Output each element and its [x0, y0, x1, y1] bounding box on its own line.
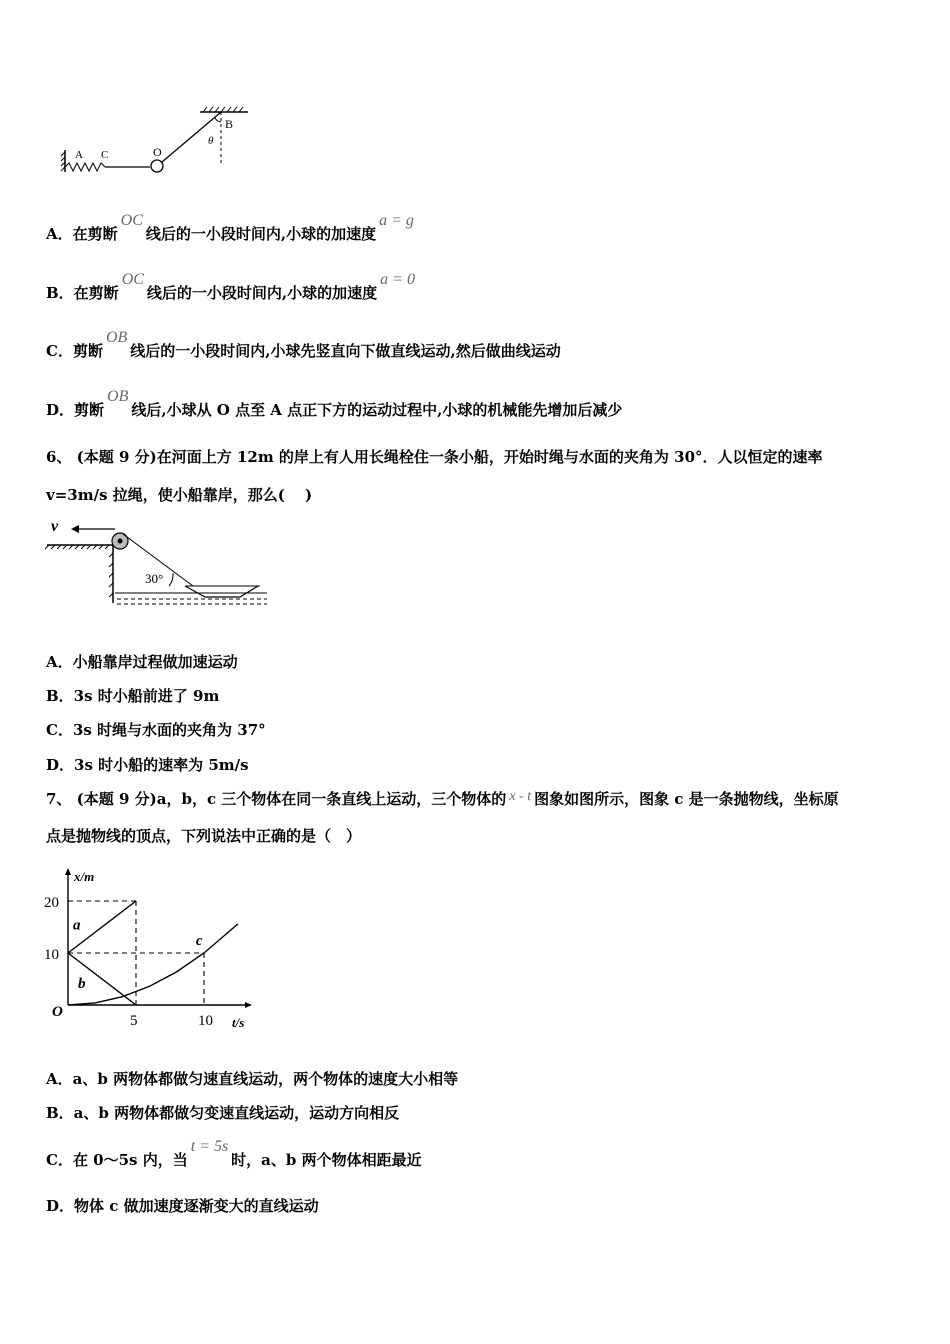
q7-stem-line1: 7、 (本题 9 分)a，b，c 三个物体在同一条直线上运动，三个物体的 x - t 图象如图所示，图象 c 是一条抛物线，坐标原 — [46, 789, 839, 808]
eq-a-0: a = 0 — [380, 271, 415, 288]
label-theta: θ — [208, 135, 214, 147]
label-B: B — [225, 117, 234, 131]
q6-option-a: A．小船靠岸过程做加速运动 — [46, 653, 238, 671]
figure-spring-ball — [55, 100, 255, 185]
origin-label: O — [52, 1004, 63, 1020]
xt-chart — [40, 860, 265, 1035]
var-oc: OC — [121, 271, 144, 288]
eq-t-5s: t = 5s — [190, 1138, 229, 1155]
label-C: C — [101, 149, 109, 161]
q6-option-b: B．3s 时小船前进了 9m — [46, 687, 220, 705]
x-axis-label: t/s — [232, 1015, 245, 1030]
q7-stem-line2: 点是抛物线的顶点，下列说法中正确的是（ ） — [46, 827, 362, 845]
x-axis-arrow — [245, 1002, 252, 1008]
var-xt: x - t — [509, 789, 532, 804]
series-c-curve — [68, 924, 238, 1005]
y-tick-label: 20 — [44, 895, 59, 911]
q6-option-c: C．3s 时绳与水面的夹角为 37° — [46, 721, 266, 739]
q5-option-d: D．剪断OB线后,小球从 O 点至 A 点正下方的运动过程中,小球的机械能先增加后减少 — [46, 388, 623, 419]
q6-option-d: D．3s 时小船的速率为 5m/s — [46, 756, 249, 774]
q7-option-b: B．a、b 两物体都做匀变速直线运动，运动方向相反 — [46, 1104, 400, 1122]
label-A: A — [75, 149, 83, 161]
q5-option-a: A．在剪断OC线后的一小段时间内,小球的加速度a = g — [46, 212, 414, 243]
q6-stem-line1: 6、 (本题 9 分)在河面上方 12m 的岸上有人用长绳栓住一条小船，开始时绳与水面的夹角为 30°．人以恒定的速率 — [46, 448, 823, 466]
var-ob: OB — [107, 388, 129, 405]
label-angle: 30° — [145, 571, 164, 586]
figure-boat — [45, 513, 270, 608]
label-O: O — [153, 145, 162, 159]
q5-option-b: B．在剪断OC线后的一小段时间内,小球的加速度a = 0 — [46, 271, 415, 302]
var-ob: OB — [105, 329, 128, 346]
y-axis-label: x/m — [74, 869, 95, 884]
series-a-label: a — [73, 917, 81, 934]
eq-a-g: a = g — [379, 212, 414, 229]
q7-option-c: C．在 0～5s 内，当t = 5s时，a、b 两个物体相距最近 — [46, 1138, 422, 1169]
series-b-label: b — [78, 975, 86, 992]
y-tick-label: 10 — [44, 947, 59, 963]
var-oc: OC — [120, 212, 143, 229]
q7-option-d: D．物体 c 做加速度逐渐变大的直线运动 — [46, 1197, 319, 1215]
q6-stem-line2: v=3m/s 拉绳，使小船靠岸，那么( ) — [46, 486, 313, 504]
q5-option-c: C．剪断OB线后的一小段时间内,小球先竖直向下做直线运动,然后做曲线运动 — [46, 329, 561, 360]
y-axis-arrow — [65, 868, 71, 875]
x-tick-label: 5 — [130, 1013, 138, 1029]
x-tick-label: 10 — [198, 1013, 213, 1029]
label-v: v — [51, 518, 59, 535]
q7-option-a: A．a、b 两物体都做匀速直线运动，两个物体的速度大小相等 — [46, 1070, 459, 1088]
series-c-label: c — [195, 933, 203, 950]
